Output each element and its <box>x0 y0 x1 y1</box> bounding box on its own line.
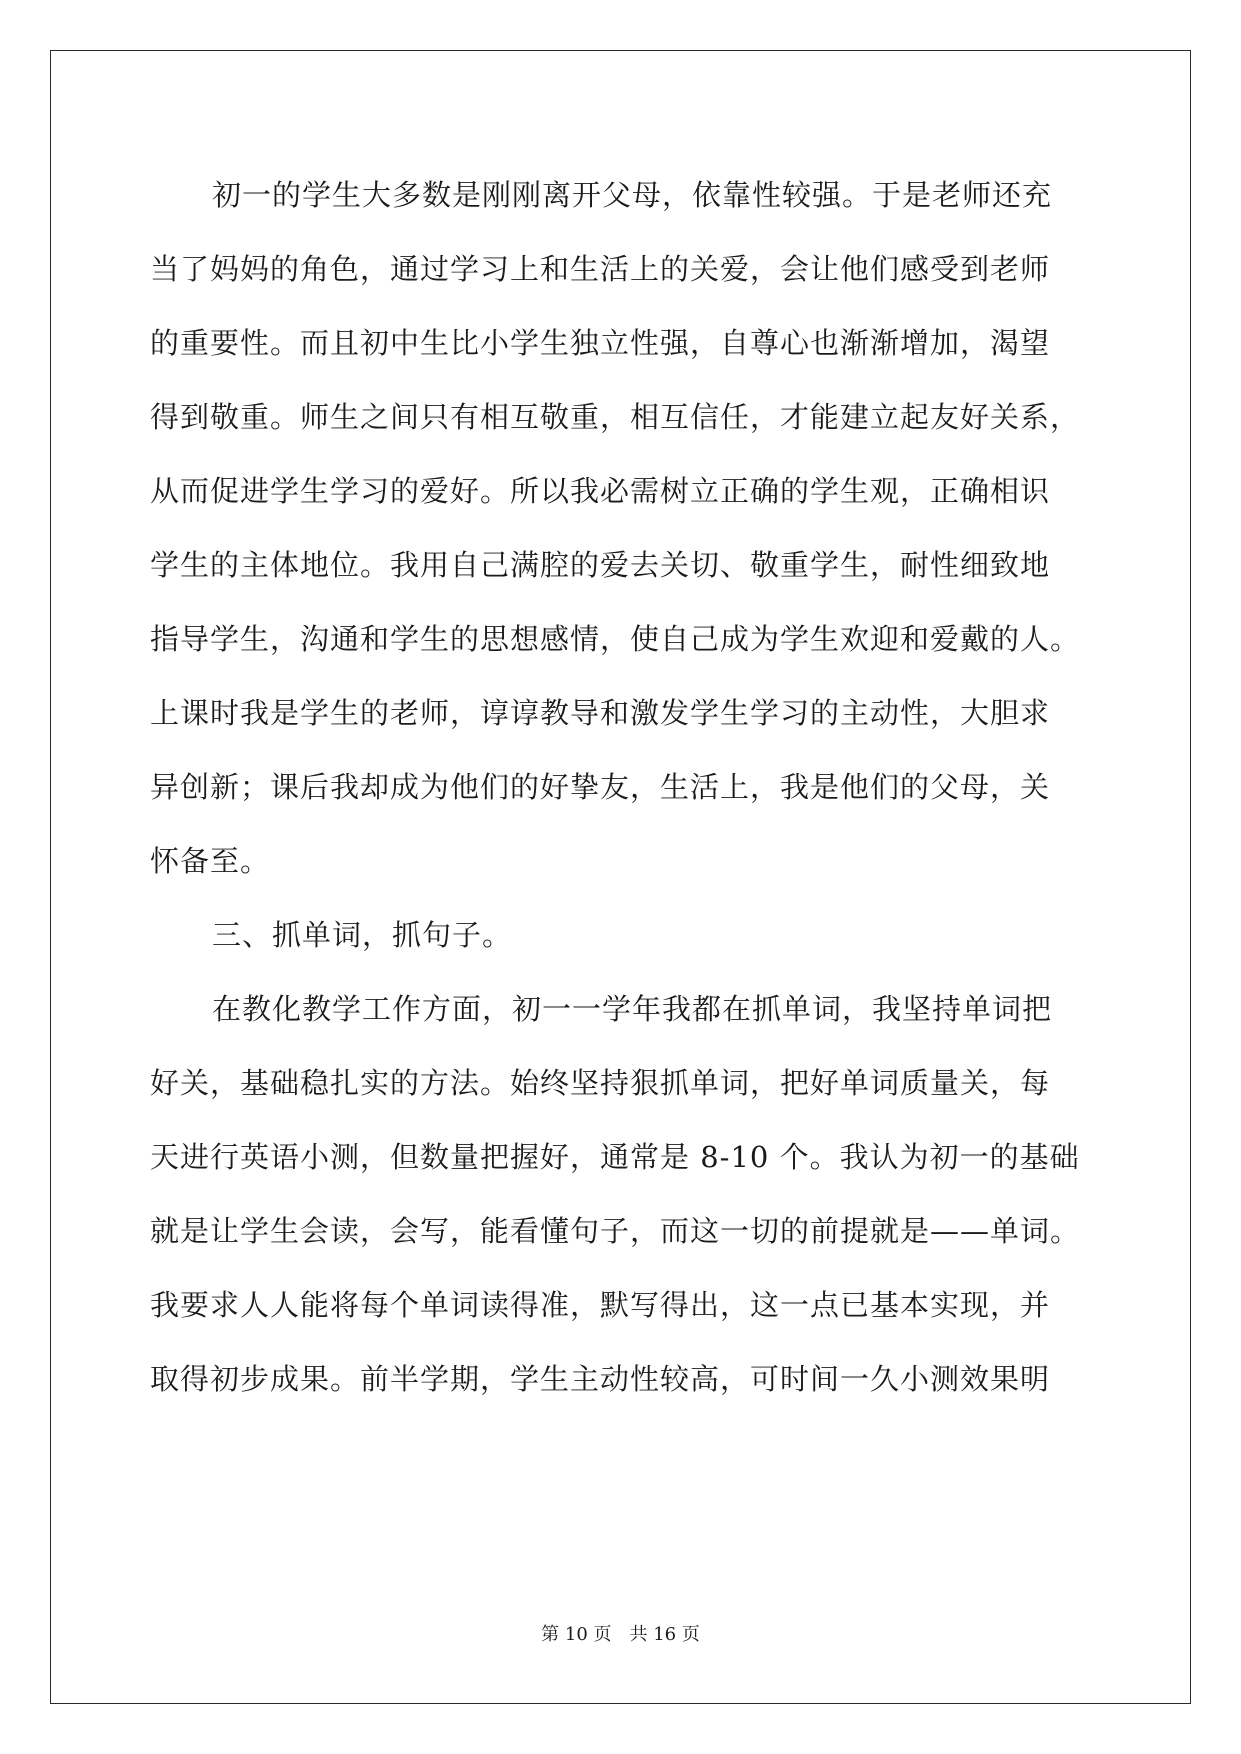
text-line: 我要求人人能将每个单词读得准，默写得出，这一点已基本实现，并 <box>150 1288 1051 1322</box>
document-body <box>150 158 1080 1416</box>
text-line: 初一的学生大多数是刚刚离开父母，依靠性较强。于是老师还充 <box>212 178 1053 212</box>
page-footer <box>0 1620 1241 1646</box>
page-number: 第 10 页 <box>541 1624 612 1645</box>
page-total: 共 16 页 <box>629 1624 700 1645</box>
text-line: 取得初步成果。前半学期，学生主动性较高，可时间一久小测效果明 <box>150 1362 1051 1396</box>
text-line: 上课时我是学生的老师，谆谆教导和激发学生学习的主动性，大胆求 <box>150 696 1051 730</box>
text-line: 当了妈妈的角色，通过学习上和生活上的关爱，会让他们感受到老师 <box>150 252 1051 286</box>
text-line: 异创新；课后我却成为他们的好挚友，生活上，我是他们的父母，关 <box>150 770 1051 804</box>
text-line: 就是让学生会读，会写，能看懂句子，而这一切的前提就是——单词。 <box>150 1214 1080 1248</box>
text-line: 指导学生，沟通和学生的思想感情，使自己成为学生欢迎和爱戴的人。 <box>150 622 1080 656</box>
text-line: 的重要性。而且初中生比小学生独立性强，自尊心也渐渐增加，渴望 <box>150 326 1051 360</box>
text-line: 学生的主体地位。我用自己满腔的爱去关切、敬重学生，耐性细致地 <box>150 548 1051 582</box>
text-line: 得到敬重。师生之间只有相互敬重，相互信任，才能建立起友好关系， <box>150 400 1080 434</box>
text-line: 从而促进学生学习的爱好。所以我必需树立正确的学生观，正确相识 <box>150 474 1051 508</box>
text-line: 在教化教学工作方面，初一一学年我都在抓单词，我坚持单词把 <box>212 992 1053 1026</box>
text-line: 三、抓单词，抓句子。 <box>212 918 513 952</box>
text-line: 好关，基础稳扎实的方法。始终坚持狠抓单词，把好单词质量关，每 <box>150 1066 1051 1100</box>
text-line: 天进行英语小测，但数量把握好，通常是 8-10 个。我认为初一的基础 <box>150 1140 1080 1174</box>
text-line: 怀备至。 <box>150 844 271 878</box>
